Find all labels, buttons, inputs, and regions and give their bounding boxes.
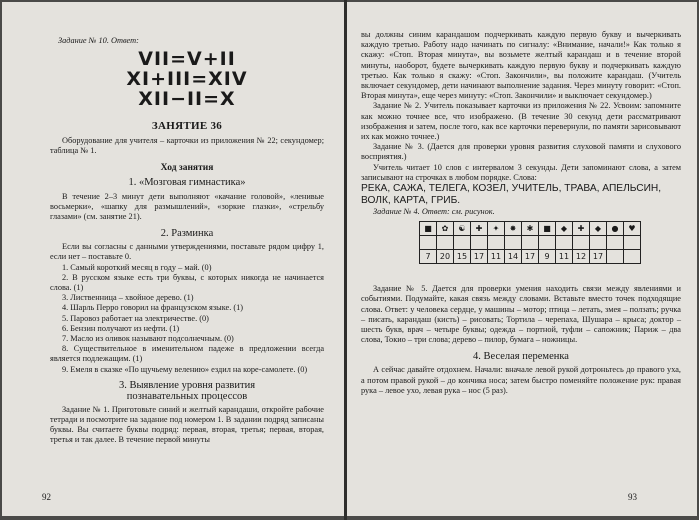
symbol-cell: ◆: [590, 222, 607, 236]
section4-title: 4. Веселая переменка: [473, 351, 569, 363]
section2-intro: Если вы согласны с данными утверждениями, поставьте рядом цифру 1, если нет – поставьте 0.: [50, 242, 324, 262]
number-cell: 17: [522, 250, 539, 264]
number-cell: 9: [539, 250, 556, 264]
statement-9: 9. Емеля в сказке «По щучьему велению» ездил на коре-самолете. (0): [62, 364, 308, 374]
statement-6: 6. Бензин получают из нефти. (1): [62, 323, 180, 333]
statement-2: 2. В русском языке есть три буквы, с которых никогда не начинается слова. (1): [50, 272, 324, 293]
number-cell: 14: [505, 250, 522, 264]
symbol-cell: ✚: [573, 222, 590, 236]
blank-row: [420, 236, 641, 250]
number-cell: 17: [471, 250, 488, 264]
symbol-cell: ✚: [471, 222, 488, 236]
statement-8: 8. Существительное в именительном падеже в предложении всегда является подлежащим. (1): [50, 344, 324, 364]
number-cell: [624, 250, 641, 264]
number-cell: 7: [420, 250, 437, 264]
task10-label: Задание № 10. Ответ:: [58, 36, 139, 45]
symbol-table: [419, 221, 641, 264]
equipment-text: Оборудование для учителя – карточки из приложения № 22; секундомер; таблица № 1.: [50, 136, 324, 156]
symbol-cell: ✿: [437, 222, 454, 236]
number-row: [420, 250, 641, 264]
words-line-2: ВОЛК, КАРТА, ГРИБ.: [361, 195, 461, 207]
page-number-left: 92: [42, 492, 51, 502]
section3-title: [50, 380, 324, 402]
number-cell: 17: [590, 250, 607, 264]
statement-1: 1. Самый короткий месяц в году – май. (0): [62, 262, 212, 272]
number-cell: [607, 250, 624, 264]
symbol-cell: ✱: [522, 222, 539, 236]
number-cell: 12: [573, 250, 590, 264]
words-line-1: РЕКА, САЖА, ТЕЛЕГА, КОЗЕЛ, УЧИТЕЛЬ, ТРАВА, АПЕЛЬСИН,: [361, 183, 662, 195]
roman-equation-2: XI+III=XIV: [126, 68, 248, 91]
section3-title-line1: 3. Выявление уровня развития: [118, 379, 256, 391]
statement-7: 7. Масло из оливок называют подсолнечным. (0): [62, 334, 234, 344]
course-title: Ход занятия: [160, 162, 214, 173]
roman-equation-1: VII=V+II: [138, 48, 236, 71]
statement-4: 4. Шарль Перро говорил на французском языке. (1): [62, 303, 244, 313]
task5-text: Задание № 5. Дается для проверки умения находить связи между явлениями и событиями. Подумайте, какая связь между словами. Вставьте вместо точек подходящие слова. Ответ: у человека сердце, у машины – мотор; птица – летать, змея – ползать; ручка – писать, карандаш (кисть) – рисовать; Тортила – черепаха, Шушара – крыса; доктор – шесть букв, врач – четыре буквы; одежда – портной, туфли – сапожник; Париж – два слова, Токио – три слова; дерево – пилор, бумага – ножницы.: [361, 284, 681, 345]
symbol-cell: ■: [420, 222, 437, 236]
number-cell: 11: [488, 250, 505, 264]
right-page: [347, 2, 697, 516]
symbol-row: [420, 222, 641, 236]
task2-text: Задание № 2. Учитель показывает карточки из приложения № 22. Усвоим: запомните как можно точнее все, что изображено. (В течение 30 секунд дети рассматривают изображения и затем, после того, как все карточки перевернули, по памяти зарисовывают их как можно точнее.): [361, 101, 681, 142]
symbol-cell: ◆: [556, 222, 573, 236]
symbol-cell: ✦: [488, 222, 505, 236]
symbol-cell: ♥: [624, 222, 641, 236]
section1-title: 1. «Мозговая гимнастика»: [128, 176, 246, 188]
symbol-cell: ■: [539, 222, 556, 236]
task1-continuation: вы должны синим карандашом подчеркивать каждую первую букву и вычеркивать каждую третью. Работу надо начинать по сигналу: «Внимание, начали!» Как только я скажу: «Стоп. Вторая минута», вы возьмете желтый карандаш и в течение второй минуты, наоборот, будете вычеркивать каждую первую букву и подчеркивать каждую третью. Как только я скажу: «Стоп. Закончили», вы положите карандаш. (Учитель включает секундомер, дети начинают выполнение задания. Через минуту говорит: «Стоп. Вторая минута», еще через минуту: «Стоп. Закончили» и выключает секундомер.): [361, 30, 681, 101]
number-cell: 15: [454, 250, 471, 264]
section4-text: А сейчас давайте отдохнем. Начали: вначале левой рукой дотроньтесь до правого уха, а потом правой рукой – до кончика носа; затем быстро поменяйте положение рук: правая рука – левое ухо, левая рука – нос (5 раз).: [361, 365, 681, 395]
task3-text: Задание № 3. (Дается для проверки уровня развития слуховой памяти и слухового восприятия.): [361, 142, 681, 162]
task3-text2: Учитель читает 10 слов с интервалом 3 секунды. Дети запоминают слова, а затем записывают на строчках в любом порядке. Слова:: [361, 162, 681, 182]
section3-title-line2: познавательных процессов: [126, 390, 248, 402]
symbol-cell: ●: [607, 222, 624, 236]
statement-3: 3. Лиственница – хвойное дерево. (1): [62, 293, 194, 303]
left-page: [2, 2, 344, 516]
section1-text: В течение 2–3 минут дети выполняют «качание головой», «ленивые восьмерки», «шапку для размышлений», «зоркие глазки», «стрельбу глазами» (см. занятие 21).: [50, 191, 324, 222]
symbol-cell: ☯: [454, 222, 471, 236]
lesson-title: ЗАНЯТИЕ 36: [151, 120, 223, 133]
task1-text: Задание № 1. Приготовьте синий и желтый карандаши, откройте рабочие тетради и посмотрите на задание под номером 1. В задании подряд записаны буквы. Вы считаете буквы подряд: первая, вторая, третья; первая, вторая, третья и так далее. В течение первой минуты: [50, 404, 324, 445]
page-number-right: 93: [628, 492, 637, 502]
section2-title: 2. Разминка: [160, 228, 214, 240]
symbol-cell: ✸: [505, 222, 522, 236]
task4-label: Задание № 4. Ответ: см. рисунок.: [373, 207, 495, 217]
number-cell: 20: [437, 250, 454, 264]
number-cell: 11: [556, 250, 573, 264]
roman-equation-3: XII−II=X: [138, 88, 236, 111]
statement-5: 5. Паровоз работает на электричестве. (0): [62, 313, 209, 323]
